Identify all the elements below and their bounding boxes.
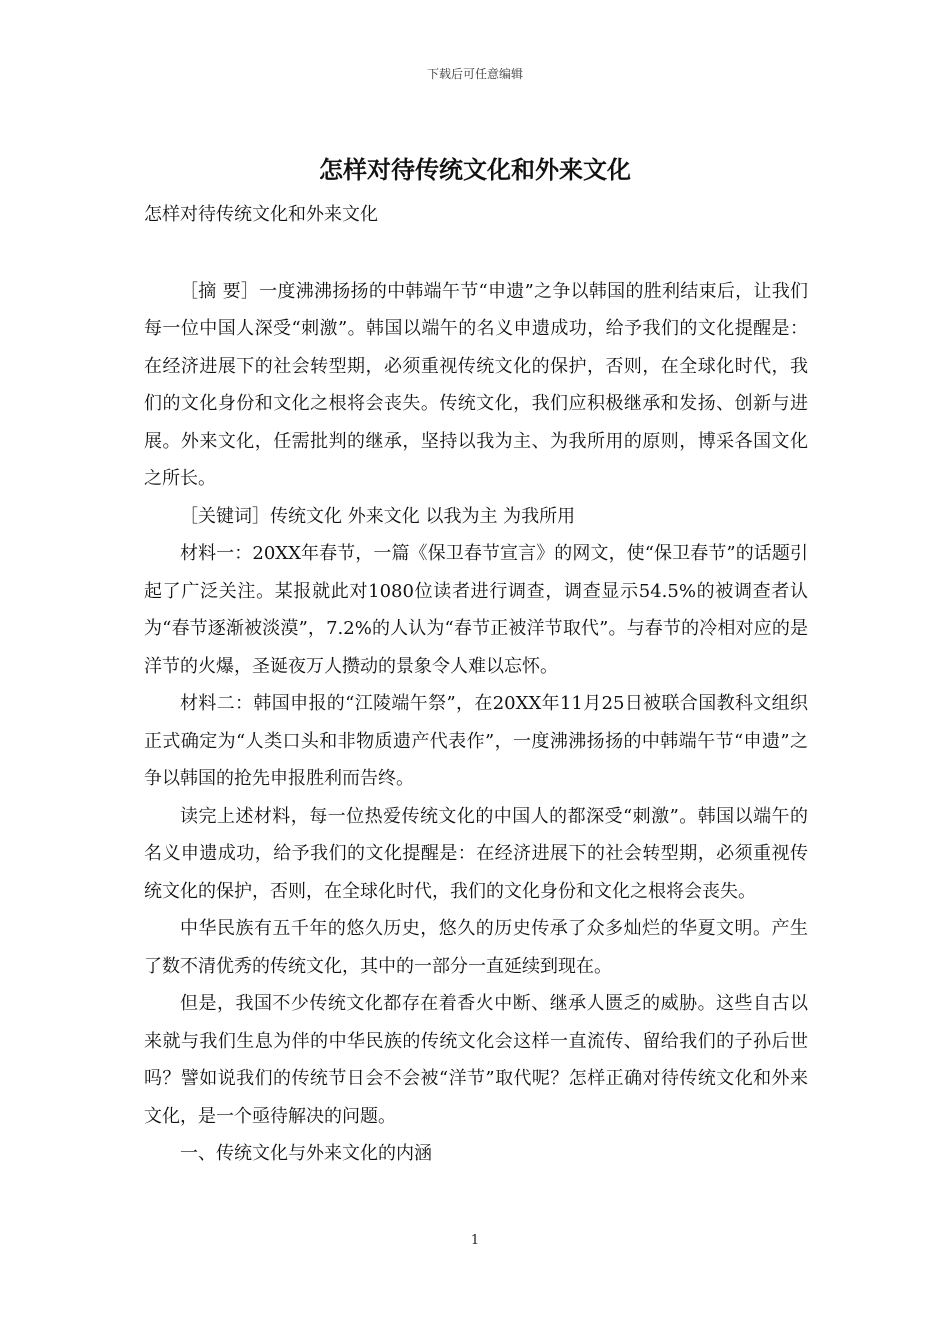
document-subtitle: 怎样对待传统文化和外来文化 <box>144 204 378 225</box>
page-header-note: 下载后可任意编辑 <box>426 67 523 81</box>
body-paragraph: 但是，我国不少传统文化都存在着香火中断、继承人匮乏的威胁。这些自古以来就与我们生息为伴的中华民族的传统文化会这样一直流传、留给我们的子孙后世吗？譬如说我们的传统节日会不会被“洋节”取代呢？怎样正确对待传统文化和外来文化，是一个亟待解决的问题。 <box>144 993 808 1127</box>
material-one-paragraph: 材料一：20XX年春节，一篇《保卫春节宣言》的网文，使“保卫春节”的话题引起了广泛关注。某报就此对1080位读者进行调查，调查显示54.5%的被调查者认为“春节逐渐被淡漠”，7.2%的人认为“春节正被洋节取代”。与春节的冷相对应的是洋节的火爆，圣诞夜万人攒动的景象令人难以忘怀。 <box>144 543 808 677</box>
section-heading: 一、传统文化与外来文化的内涵 <box>180 1143 432 1164</box>
keywords-paragraph: ［关键词］传统文化 外来文化 以我为主 为我所用 <box>180 505 576 527</box>
body-paragraph: 中华民族有五千年的悠久历史，悠久的历史传承了众多灿烂的华夏文明。产生了数不清优秀的传统文化，其中的一部分一直延续到现在。 <box>144 918 808 977</box>
material-two-paragraph: 材料二：韩国申报的“江陵端午祭”，在20XX年11月25日被联合国教科文组织正式确定为“人类口头和非物质遗产代表作”，一度沸沸扬扬的中韩端午节“申遗”之争以韩国的抢先申报胜利而告终。 <box>144 693 808 789</box>
abstract-paragraph: ［摘 要］一度沸沸扬扬的中韩端午节“申遗”之争以韩国的胜利结束后，让我们每一位中国人深受“刺激”。韩国以端午的名义申遗成功，给予我们的文化提醒是：在经济进展下的社会转型期，必须重视传统文化的保护，否则，在全球化时代，我们的文化身份和文化之根将会丧失。传统文化，我们应积极继承和发扬、创新与进展。外来文化，任需批判的继承，坚持以我为主、为我所用的原则，博采各国文化之所长。 <box>144 280 808 489</box>
page-number: 1 <box>470 1233 480 1248</box>
document-title: 怎样对待传统文化和外来文化 <box>319 155 631 184</box>
body-paragraph: 读完上述材料，每一位热爱传统文化的中国人的都深受“刺激”。韩国以端午的名义申遗成功，给予我们的文化提醒是：在经济进展下的社会转型期，必须重视传统文化的保护，否则，在全球化时代，我们的文化身份和文化之根将会丧失。 <box>144 805 808 902</box>
document-body <box>144 196 808 1173</box>
